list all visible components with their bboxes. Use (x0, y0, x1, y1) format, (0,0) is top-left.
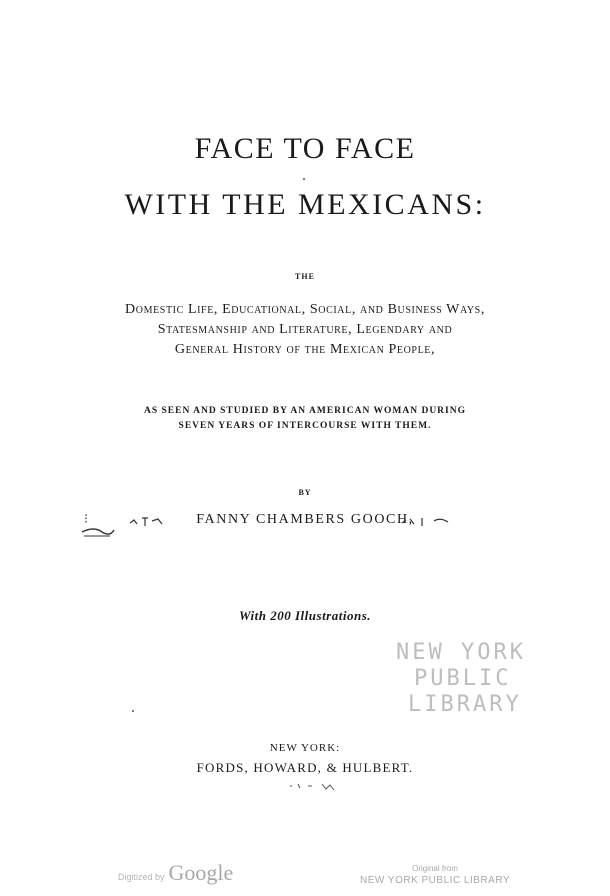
original-from-label: Original from (412, 864, 458, 873)
original-source-mark (300, 864, 570, 888)
subtitle-line-3: General History of the Mexican People, (174, 342, 436, 357)
subtitle-line-2: Statesmanship and Literature, Legendary and (157, 322, 453, 337)
stamp-line-1: NEW YORK (396, 640, 526, 665)
google-logo: Google (168, 860, 234, 885)
title-line-1: FACE TO FACE (194, 132, 416, 165)
handwritten-mark-suffix (400, 514, 452, 528)
publisher-city: NEW YORK: (269, 742, 341, 754)
google-digitized-mark (118, 860, 233, 886)
the-label: THE (295, 272, 315, 281)
publisher-names: FORDS, HOWARD, & HULBERT. (196, 760, 414, 775)
illustrations-note: With 200 Illustrations. (238, 608, 372, 623)
author-name: FANNY CHAMBERS GOOCH, (196, 512, 414, 527)
stamp-line-3: LIBRARY (408, 692, 522, 717)
ink-speck (303, 178, 305, 180)
description-line-2: SEVEN YEARS OF INTERCOURSE WITH THEM. (178, 421, 432, 431)
handwritten-mark-bottom (288, 780, 344, 792)
digitized-by-label: Digitized by (118, 872, 165, 882)
handwritten-mark-left: ⁝ (84, 512, 89, 527)
stamp-line-2: PUBLIC (414, 666, 512, 691)
description-line-1: AS SEEN AND STUDIED BY AN AMERICAN WOMAN DURING (143, 406, 466, 416)
by-label: BY (298, 488, 312, 497)
source-library-label: NEW YORK PUBLIC LIBRARY (359, 875, 511, 886)
library-stamp (396, 640, 526, 718)
title-line-2: WITH THE MEXICANS: (124, 188, 486, 221)
ink-speck (132, 710, 134, 712)
subtitle-line-1: Domestic Life, Educational, Social, and Business Ways, (125, 302, 485, 317)
